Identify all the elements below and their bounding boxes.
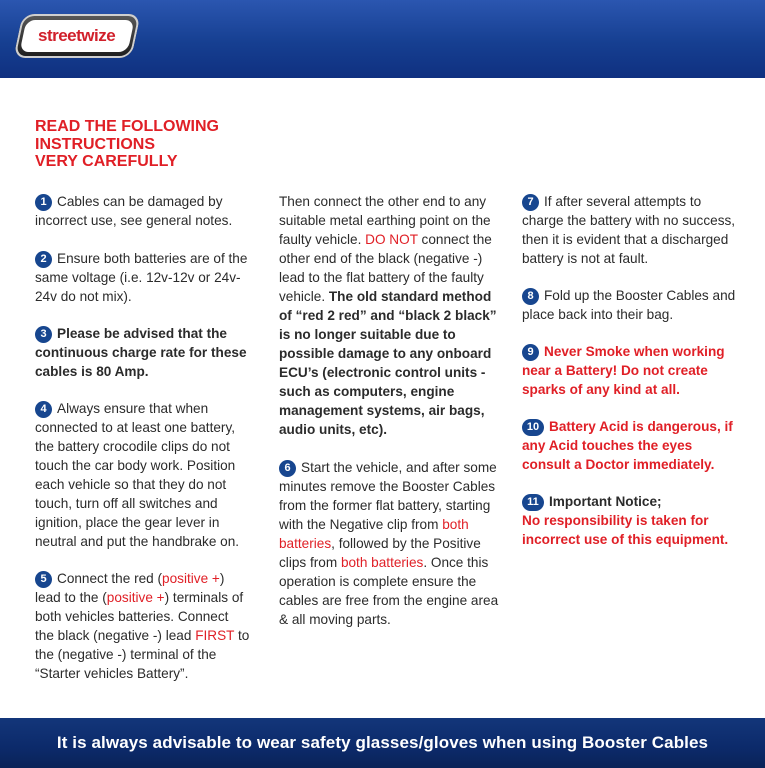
step-number-badge: 5: [35, 571, 52, 588]
step-number-badge: 7: [522, 194, 539, 211]
instructions-column-3: [522, 192, 737, 549]
brand-logo: [13, 14, 140, 58]
both-batteries-highlight: both batteries: [340, 555, 424, 570]
step-2: [35, 249, 250, 306]
step-1: [35, 192, 250, 230]
step-number-badge: 4: [35, 401, 52, 418]
step-10: [522, 417, 737, 474]
step-text: Fold up the Booster Cables and place back into their bag.: [522, 288, 736, 322]
step-text: If after several attempts to charge the battery with no success, then it is evident that a discharged battery is not at fault.: [522, 194, 736, 266]
step-text: Cables can be damaged by incorrect use, see general notes.: [35, 194, 233, 228]
important-notice-label: Important Notice;: [549, 494, 662, 509]
step-number-badge: 9: [522, 344, 539, 361]
warning-bold-text: The old standard method of “red 2 red” and “black 2 black” is no longer suitable due to possible damage to any onboard ECU’s (electronic control units - such as computers, engine management systems, air bags, audio units, etc).: [279, 289, 497, 437]
step-text: Always ensure that when connected to at least one battery, the battery crocodile clips do not touch the car body work. Position each vehicle so that they do not touch, turn off all switches and ignition, place the gear lever in neutral and put the handbrake on.: [35, 401, 240, 549]
do-not-highlight: DO NOT: [365, 232, 418, 247]
step-text: Never Smoke when working near a Battery! Do not create sparks of any kind at all.: [522, 344, 725, 397]
step-3: [35, 324, 250, 381]
both-batteries-highlight: both batteries: [279, 517, 469, 551]
logo-text: streetwize: [38, 26, 116, 45]
title-line-3: VERY CAREFULLY: [35, 153, 178, 170]
step-number-badge: 2: [35, 251, 52, 268]
step-5: 5 Connect the red (positive +) lead to the (positive +) terminals of both vehicles batteries. Connect the black (negative -) lead FIRST to the (negative -) terminal of the “Starter vehicles Battery”.: [35, 571, 250, 681]
positive-highlight: positive +: [106, 590, 165, 605]
step-7: [522, 192, 737, 268]
step-8: [522, 286, 737, 324]
step-5-continued: Then connect the other end to any suitable metal earthing point on the faulty vehicle. DO NOT connect the other end of the black (negative -) lead to the flat battery of the faulty vehicle. The old standard method of “red 2 red” and “black 2 black” is no longer suitable due to possible damage to any onboard ECU’s (electronic control units - such as computers, engine management systems, air bags, audio units, etc).: [279, 194, 497, 437]
step-text: No responsibility is taken for incorrect use of this equipment.: [522, 513, 729, 547]
title-line-1: READ THE FOLLOWING: [35, 118, 219, 135]
step-number-badge: 3: [35, 326, 52, 343]
step-text: Please be advised that the continuous charge rate for these cables is 80 Amp.: [35, 326, 247, 379]
step-6: 6 Start the vehicle, and after some minutes remove the Booster Cables from the former flat battery, starting with the Negative clip from both batteries, followed by the Positive clips from both batteries. Once this operation is complete ensure the cables are free from the engine area & all moving parts.: [279, 460, 499, 627]
step-9: [522, 342, 737, 399]
step-number-badge: 8: [522, 288, 539, 305]
step-number-badge: 11: [522, 494, 544, 511]
step-text: Ensure both batteries are of the same voltage (i.e. 12v-12v or 24v-24v do not mix).: [35, 251, 248, 304]
page-title: [35, 118, 275, 171]
footer-safety-text: It is always advisable to wear safety glasses/gloves when using Booster Cables: [56, 733, 709, 752]
instructions-column-2: [279, 192, 499, 629]
step-4: [35, 399, 250, 551]
footer-banner: [0, 718, 765, 768]
step-text: Battery Acid is dangerous, if any Acid touches the eyes consult a Doctor immediately.: [522, 419, 733, 472]
step-number-badge: 6: [279, 460, 296, 477]
step-11: [522, 492, 737, 549]
first-highlight: FIRST: [195, 628, 235, 643]
step-number-badge: 1: [35, 194, 52, 211]
step-number-badge: 10: [522, 419, 544, 436]
instructions-column-1: [35, 192, 250, 683]
positive-highlight: positive +: [162, 571, 220, 586]
title-line-2: INSTRUCTIONS: [35, 135, 155, 153]
header-banner: [0, 0, 765, 78]
